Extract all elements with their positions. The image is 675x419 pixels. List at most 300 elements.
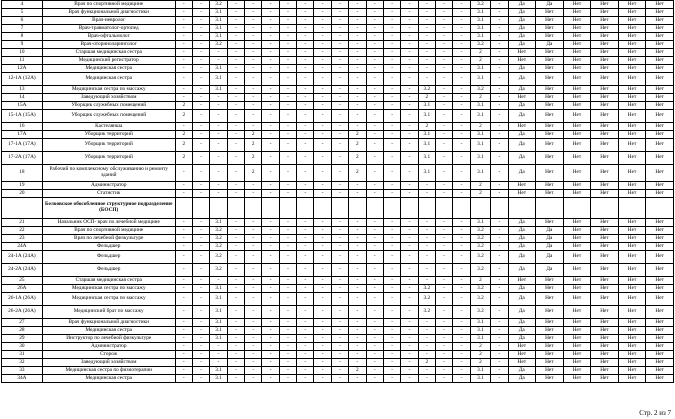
position-name: Медицинская сестра по массажу: [42, 293, 175, 306]
table-cell: -: [175, 264, 192, 277]
table-row: [2, 123, 674, 131]
table-cell: -: [383, 17, 400, 25]
table-cell: -: [453, 33, 470, 41]
table-cell: -: [401, 25, 418, 33]
table-cell: -: [297, 94, 314, 102]
row-number: 23: [2, 235, 43, 243]
table-cell: -: [366, 285, 383, 293]
table-cell: -: [383, 41, 400, 49]
table-cell: -: [418, 33, 435, 41]
table-cell: Нет: [591, 65, 619, 73]
table-cell: -: [192, 243, 209, 251]
table-cell: -: [366, 165, 383, 182]
table-cell: -: [331, 152, 348, 165]
row-number: 26А: [2, 285, 43, 293]
table-cell: -: [331, 285, 348, 293]
row-number: 12-1А (12А): [2, 73, 43, 86]
row-number: 34А: [2, 375, 43, 383]
table-cell: -: [227, 264, 244, 277]
table-cell: -: [383, 49, 400, 57]
table-cell: -: [436, 9, 453, 17]
table-cell: Нет: [591, 306, 619, 319]
table-cell: -: [314, 41, 331, 49]
table-cell: Да: [508, 293, 536, 306]
table-cell: -: [262, 123, 279, 131]
table-cell: -: [331, 49, 348, 57]
table-cell: -: [297, 343, 314, 351]
table-cell: -: [227, 57, 244, 65]
table-cell: -: [297, 293, 314, 306]
table-cell: -: [331, 367, 348, 375]
position-name: Кастелянша: [42, 123, 175, 131]
table-cell: 3.1: [210, 65, 227, 73]
table-cell: Нет: [646, 9, 674, 17]
table-cell: -: [436, 219, 453, 227]
table-cell: 3.1: [470, 110, 490, 123]
table-cell: -: [331, 1, 348, 9]
table-cell: -: [262, 264, 279, 277]
table-cell: -: [436, 17, 453, 25]
table-cell: [618, 198, 646, 219]
table-cell: Нет: [618, 327, 646, 335]
position-name: Врач функциональной диагностики: [42, 9, 175, 17]
table-cell: -: [491, 219, 508, 227]
table-cell: 3.1: [470, 375, 490, 383]
table-cell: -: [453, 165, 470, 182]
table-cell: Да: [508, 1, 536, 9]
table-cell: -: [262, 190, 279, 198]
table-cell: -: [175, 123, 192, 131]
table-cell: -: [279, 57, 296, 65]
table-cell: -: [227, 33, 244, 41]
table-cell: -: [401, 335, 418, 343]
table-cell: -: [175, 235, 192, 243]
table-cell: Нет: [563, 131, 591, 139]
table-cell: -: [491, 17, 508, 25]
table-cell: -: [401, 65, 418, 73]
table-cell: -: [314, 264, 331, 277]
table-cell: Нет: [591, 367, 619, 375]
table-cell: -: [331, 33, 348, 41]
table-cell: [591, 198, 619, 219]
table-cell: -: [418, 351, 435, 359]
table-cell: -: [418, 182, 435, 190]
table-cell: -: [192, 41, 209, 49]
table-cell: Нет: [591, 351, 619, 359]
table-cell: Нет: [536, 73, 564, 86]
table-cell: -: [436, 102, 453, 110]
table-cell: -: [245, 110, 262, 123]
row-number: 28: [2, 327, 43, 335]
position-name: Статистик: [42, 190, 175, 198]
table-cell: -: [401, 327, 418, 335]
table-cell: -: [227, 102, 244, 110]
table-cell: -: [192, 335, 209, 343]
table-cell: -: [349, 306, 366, 319]
table-cell: -: [453, 139, 470, 152]
table-cell: -: [383, 367, 400, 375]
table-cell: -: [297, 131, 314, 139]
table-cell: -: [192, 327, 209, 335]
position-name: Медицинская сестра по массажу: [42, 86, 175, 94]
table-cell: Нет: [563, 285, 591, 293]
table-cell: -: [331, 94, 348, 102]
table-cell: Нет: [508, 351, 536, 359]
position-name: Старшая медицинская сестра: [42, 49, 175, 57]
table-cell: Нет: [618, 33, 646, 41]
table-cell: -: [331, 110, 348, 123]
table-cell: -: [383, 110, 400, 123]
table-cell: -: [175, 335, 192, 343]
row-number: 30: [2, 343, 43, 351]
table-cell: -: [491, 343, 508, 351]
table-cell: [175, 198, 192, 219]
table-cell: -: [418, 251, 435, 264]
table-cell: -: [491, 139, 508, 152]
table-cell: -: [366, 25, 383, 33]
table-cell: -: [210, 131, 227, 139]
table-cell: Нет: [646, 277, 674, 285]
row-number: 18: [2, 165, 43, 182]
table-cell: -: [192, 1, 209, 9]
table-cell: -: [349, 94, 366, 102]
table-cell: [536, 198, 564, 219]
table-cell: -: [262, 335, 279, 343]
table-cell: -: [279, 251, 296, 264]
table-cell: Нет: [536, 152, 564, 165]
table-cell: -: [401, 351, 418, 359]
table-cell: -: [314, 94, 331, 102]
table-cell: 3.1: [418, 110, 435, 123]
table-cell: -: [418, 335, 435, 343]
table-cell: -: [192, 49, 209, 57]
table-row: [2, 86, 674, 94]
table-cell: Да: [536, 243, 564, 251]
table-cell: -: [227, 139, 244, 152]
table-cell: -: [245, 73, 262, 86]
table-cell: -: [227, 65, 244, 73]
table-cell: 2: [470, 94, 490, 102]
table-cell: -: [349, 73, 366, 86]
table-cell: -: [227, 17, 244, 25]
table-cell: -: [210, 190, 227, 198]
table-cell: Нет: [536, 351, 564, 359]
table-cell: -: [349, 182, 366, 190]
table-cell: -: [491, 41, 508, 49]
position-name: Врач-невролог: [42, 17, 175, 25]
table-cell: 2: [175, 152, 192, 165]
table-cell: Да: [536, 251, 564, 264]
table-cell: -: [401, 219, 418, 227]
table-cell: -: [297, 219, 314, 227]
table-cell: Нет: [563, 86, 591, 94]
table-cell: -: [366, 277, 383, 285]
table-cell: -: [227, 335, 244, 343]
table-cell: -: [436, 190, 453, 198]
table-cell: -: [262, 243, 279, 251]
table-cell: -: [297, 243, 314, 251]
table-cell: -: [245, 343, 262, 351]
table-cell: -: [279, 351, 296, 359]
table-cell: -: [453, 9, 470, 17]
table-cell: -: [349, 264, 366, 277]
table-cell: -: [314, 343, 331, 351]
table-row: [2, 293, 674, 306]
row-number: 32: [2, 359, 43, 367]
table-cell: -: [210, 123, 227, 131]
table-cell: -: [418, 235, 435, 243]
table-cell: -: [279, 131, 296, 139]
table-cell: -: [331, 251, 348, 264]
table-cell: -: [401, 152, 418, 165]
table-cell: -: [175, 219, 192, 227]
table-cell: -: [491, 306, 508, 319]
table-cell: Нет: [536, 33, 564, 41]
table-cell: Нет: [591, 152, 619, 165]
table-cell: Нет: [591, 139, 619, 152]
table-cell: -: [331, 327, 348, 335]
table-cell: -: [436, 73, 453, 86]
table-cell: -: [366, 359, 383, 367]
table-cell: -: [436, 33, 453, 41]
table-cell: [418, 198, 435, 219]
table-cell: -: [227, 9, 244, 17]
table-cell: -: [227, 235, 244, 243]
table-cell: 2: [245, 165, 262, 182]
table-cell: 3.1: [470, 9, 490, 17]
table-cell: -: [245, 306, 262, 319]
table-cell: 2: [470, 182, 490, 190]
table-row: [2, 319, 674, 327]
table-cell: Да: [508, 17, 536, 25]
table-cell: -: [491, 73, 508, 86]
table-cell: -: [262, 41, 279, 49]
table-cell: -: [383, 1, 400, 9]
table-cell: -: [175, 57, 192, 65]
table-cell: -: [383, 182, 400, 190]
table-cell: -: [401, 17, 418, 25]
row-number: 5: [2, 9, 43, 17]
table-cell: -: [279, 1, 296, 9]
row-number: 11: [2, 57, 43, 65]
table-cell: -: [175, 243, 192, 251]
table-cell: -: [262, 277, 279, 285]
table-cell: -: [453, 102, 470, 110]
table-cell: -: [436, 293, 453, 306]
table-cell: Нет: [646, 65, 674, 73]
table-cell: Нет: [563, 335, 591, 343]
table-cell: -: [383, 165, 400, 182]
table-cell: -: [418, 243, 435, 251]
position-name: Врач функциональной диагностики: [42, 319, 175, 327]
table-cell: -: [383, 131, 400, 139]
table-cell: Нет: [536, 94, 564, 102]
table-cell: -: [192, 9, 209, 17]
table-cell: -: [227, 49, 244, 57]
table-cell: Нет: [591, 227, 619, 235]
table-cell: -: [227, 152, 244, 165]
table-cell: -: [192, 102, 209, 110]
row-number: 29: [2, 335, 43, 343]
table-cell: Нет: [618, 335, 646, 343]
table-cell: Да: [536, 41, 564, 49]
table-cell: -: [192, 165, 209, 182]
table-cell: -: [436, 49, 453, 57]
table-cell: -: [436, 86, 453, 94]
table-cell: -: [245, 327, 262, 335]
table-cell: -: [279, 165, 296, 182]
table-cell: -: [401, 110, 418, 123]
table-cell: [210, 198, 227, 219]
table-cell: -: [436, 227, 453, 235]
table-cell: Нет: [591, 86, 619, 94]
table-cell: -: [383, 264, 400, 277]
table-cell: Нет: [646, 57, 674, 65]
table-cell: 2: [470, 277, 490, 285]
row-number: 13: [2, 86, 43, 94]
table-cell: -: [262, 17, 279, 25]
table-cell: Нет: [508, 343, 536, 351]
table-cell: Нет: [591, 33, 619, 41]
row-number: 17-2А (17А): [2, 152, 43, 165]
table-cell: -: [453, 351, 470, 359]
table-cell: -: [366, 264, 383, 277]
table-cell: Нет: [508, 182, 536, 190]
table-cell: -: [491, 182, 508, 190]
table-cell: -: [366, 123, 383, 131]
table-cell: Да: [508, 41, 536, 49]
table-cell: -: [192, 86, 209, 94]
table-cell: Нет: [563, 293, 591, 306]
table-cell: Нет: [536, 57, 564, 65]
row-number: 27: [2, 319, 43, 327]
table-cell: Нет: [646, 102, 674, 110]
table-cell: [331, 198, 348, 219]
table-cell: -: [279, 327, 296, 335]
table-cell: -: [262, 152, 279, 165]
table-cell: -: [418, 57, 435, 65]
table-cell: 3.1: [418, 165, 435, 182]
table-cell: 2: [470, 123, 490, 131]
table-cell: -: [262, 165, 279, 182]
table-cell: Нет: [646, 264, 674, 277]
table-cell: -: [314, 243, 331, 251]
table-cell: -: [227, 243, 244, 251]
table-cell: -: [314, 277, 331, 285]
table-cell: -: [262, 86, 279, 94]
table-cell: Нет: [646, 33, 674, 41]
table-cell: -: [331, 86, 348, 94]
table-cell: -: [297, 251, 314, 264]
table-cell: Нет: [618, 243, 646, 251]
row-number: 10: [2, 49, 43, 57]
row-number: 14: [2, 94, 43, 102]
table-cell: -: [436, 182, 453, 190]
table-cell: -: [192, 190, 209, 198]
table-cell: 3.1: [470, 327, 490, 335]
table-cell: Нет: [536, 335, 564, 343]
table-cell: -: [383, 319, 400, 327]
table-cell: 3.1: [210, 306, 227, 319]
table-cell: Нет: [591, 243, 619, 251]
table-cell: -: [331, 17, 348, 25]
table-cell: -: [349, 243, 366, 251]
table-cell: -: [331, 359, 348, 367]
table-cell: Нет: [536, 277, 564, 285]
table-cell: -: [436, 41, 453, 49]
table-cell: 2: [418, 359, 435, 367]
table-cell: -: [366, 57, 383, 65]
table-cell: Нет: [618, 25, 646, 33]
table-cell: Нет: [591, 57, 619, 65]
table-cell: -: [418, 65, 435, 73]
table-cell: 3.1: [470, 65, 490, 73]
table-cell: -: [418, 190, 435, 198]
table-cell: Нет: [536, 65, 564, 73]
table-cell: -: [192, 139, 209, 152]
table-cell: -: [192, 251, 209, 264]
table-cell: Нет: [536, 17, 564, 25]
table-cell: -: [297, 264, 314, 277]
table-cell: -: [279, 190, 296, 198]
table-cell: -: [453, 293, 470, 306]
table-cell: -: [314, 49, 331, 57]
table-cell: Нет: [618, 73, 646, 86]
table-cell: -: [262, 57, 279, 65]
table-cell: -: [383, 343, 400, 351]
table-cell: Нет: [563, 33, 591, 41]
row-number: 9: [2, 41, 43, 49]
table-cell: -: [314, 327, 331, 335]
table-cell: -: [227, 359, 244, 367]
table-cell: -: [245, 190, 262, 198]
table-cell: -: [349, 9, 366, 17]
table-cell: Нет: [591, 49, 619, 57]
table-cell: [383, 198, 400, 219]
table-cell: -: [491, 9, 508, 17]
table-cell: -: [227, 285, 244, 293]
table-cell: -: [418, 9, 435, 17]
table-cell: -: [314, 17, 331, 25]
position-name: Врач-оториноларинголог: [42, 41, 175, 49]
table-cell: -: [436, 367, 453, 375]
table-cell: -: [401, 123, 418, 131]
table-cell: Да: [508, 139, 536, 152]
table-cell: Нет: [646, 219, 674, 227]
table-cell: -: [383, 285, 400, 293]
table-cell: Да: [508, 25, 536, 33]
position-name: Медицинский регистратор: [42, 57, 175, 65]
table-cell: 2: [349, 152, 366, 165]
table-cell: -: [297, 351, 314, 359]
table-cell: 3.1: [210, 73, 227, 86]
table-cell: Нет: [646, 86, 674, 94]
table-cell: -: [331, 264, 348, 277]
table-cell: -: [262, 131, 279, 139]
table-cell: -: [331, 182, 348, 190]
table-cell: -: [314, 110, 331, 123]
table-cell: -: [192, 359, 209, 367]
table-row: [2, 182, 674, 190]
table-cell: -: [436, 123, 453, 131]
table-cell: -: [227, 293, 244, 306]
table-cell: 2: [175, 110, 192, 123]
table-cell: Нет: [646, 335, 674, 343]
table-cell: -: [245, 293, 262, 306]
table-cell: -: [453, 277, 470, 285]
table-cell: Нет: [536, 367, 564, 375]
position-name: Врач по спортивной медицине: [42, 227, 175, 235]
